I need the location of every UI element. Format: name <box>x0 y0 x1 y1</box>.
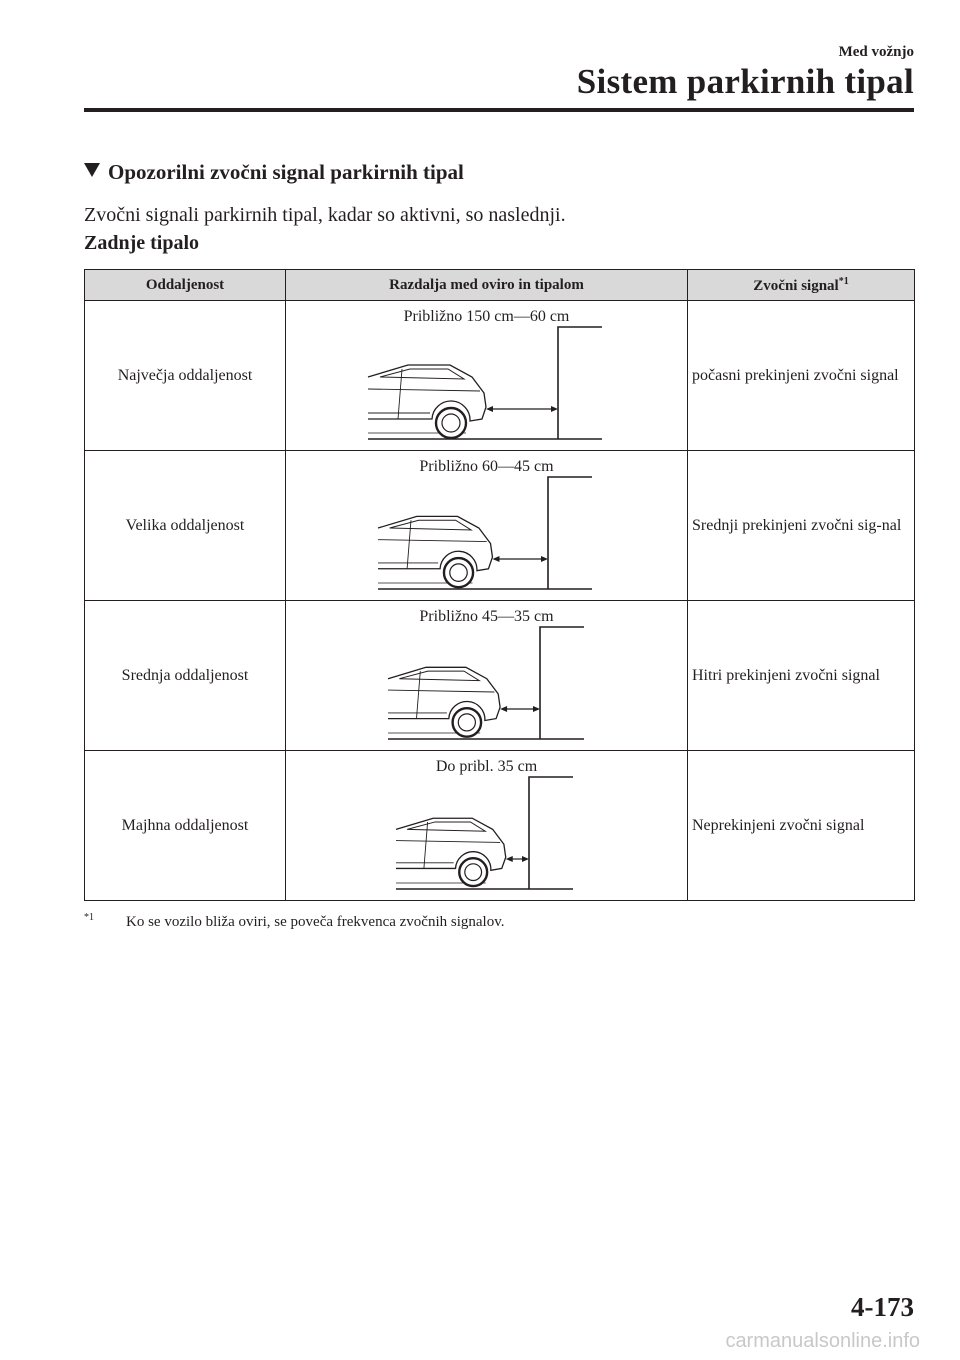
distance-cell: Velika oddaljenost <box>85 451 286 601</box>
table-header-row <box>85 270 915 301</box>
footnote-mark: *1 <box>84 912 94 923</box>
range-cell <box>286 601 688 751</box>
arrow-head-left <box>492 556 499 562</box>
obstacle-wall <box>558 327 602 439</box>
header-signal-text: Zvočni signal <box>753 277 839 294</box>
range-cell <box>286 451 688 601</box>
obstacle-wall <box>540 627 584 739</box>
car-window <box>380 369 464 379</box>
signal-cell: Hitri prekinjeni zvočni signal <box>688 601 915 751</box>
intro-text: Zvočni signali parkirnih tipal, kadar so aktivni, so naslednji. <box>84 204 566 226</box>
triangle-bullet-icon <box>84 163 100 177</box>
car-distance-diagram <box>286 751 686 899</box>
car-pillar <box>407 520 411 569</box>
signal-cell: počasni prekinjeni zvočni signal <box>688 301 915 451</box>
car-distance-diagram <box>286 451 686 599</box>
car-distance-diagram <box>286 601 686 749</box>
watermark: carmanualsonline.info <box>725 1330 920 1352</box>
table-row <box>85 301 915 451</box>
signal-cell: Neprekinjeni zvočni signal <box>688 751 915 901</box>
table-row <box>85 751 915 901</box>
range-label: Približno 60—45 cm <box>419 458 554 475</box>
arrow-head-left <box>486 406 493 412</box>
car-window <box>399 671 479 681</box>
page-number: 4-173 <box>851 1292 914 1322</box>
distance-cell: Največja oddaljenost <box>85 301 286 451</box>
car-window <box>407 822 485 831</box>
car-beltline <box>378 540 487 542</box>
arrow-head-right <box>541 556 548 562</box>
sensor-table <box>84 269 915 901</box>
car-beltline <box>396 841 500 843</box>
car-pillar <box>417 671 421 719</box>
range-label: Do pribl. 35 cm <box>435 758 538 775</box>
chapter-label: Med vožnjo <box>838 44 914 60</box>
header-rule <box>84 108 914 112</box>
arrow-head-left <box>506 856 513 862</box>
car-window <box>390 520 471 530</box>
page-title: Sistem parkirnih tipal <box>576 62 914 101</box>
section-heading <box>84 160 464 185</box>
car-pillar <box>398 369 402 419</box>
car-beltline <box>388 690 494 692</box>
footnote-text: Ko se vozilo bliža oviri, se poveča frekvenca zvočnih signalov. <box>126 914 505 930</box>
arrow-head-right <box>533 706 540 712</box>
arrow-head-left <box>500 706 507 712</box>
header-signal <box>688 270 915 301</box>
car-wheel <box>453 708 482 737</box>
car-pillar <box>424 822 428 869</box>
arrow-head-right <box>551 406 558 412</box>
car-wheel <box>459 858 487 886</box>
arrow-head-right <box>522 856 529 862</box>
obstacle-wall <box>548 477 592 589</box>
range-cell <box>286 301 688 451</box>
header-signal-mark: *1 <box>838 275 849 287</box>
distance-cell: Majhna oddaljenost <box>85 751 286 901</box>
signal-cell: Srednji prekinjeni zvočni sig-nal <box>688 451 915 601</box>
footnote <box>84 912 504 931</box>
car-distance-diagram <box>286 301 686 449</box>
car-wheel <box>436 408 466 438</box>
obstacle-wall <box>529 777 573 889</box>
car-beltline <box>368 389 480 391</box>
car-wheel <box>444 558 473 587</box>
table-row <box>85 601 915 751</box>
subheading: Zadnje tipalo <box>84 232 200 254</box>
header-distance: Oddaljenost <box>85 270 286 301</box>
table-row <box>85 451 915 601</box>
range-label: Približno 150 cm—60 cm <box>403 308 570 325</box>
section-heading-text: Opozorilni zvočni signal parkirnih tipal <box>108 160 464 184</box>
range-label: Približno 45—35 cm <box>419 608 554 625</box>
header-range: Razdalja med oviro in tipalom <box>286 270 688 301</box>
distance-cell: Srednja oddaljenost <box>85 601 286 751</box>
range-cell <box>286 751 688 901</box>
